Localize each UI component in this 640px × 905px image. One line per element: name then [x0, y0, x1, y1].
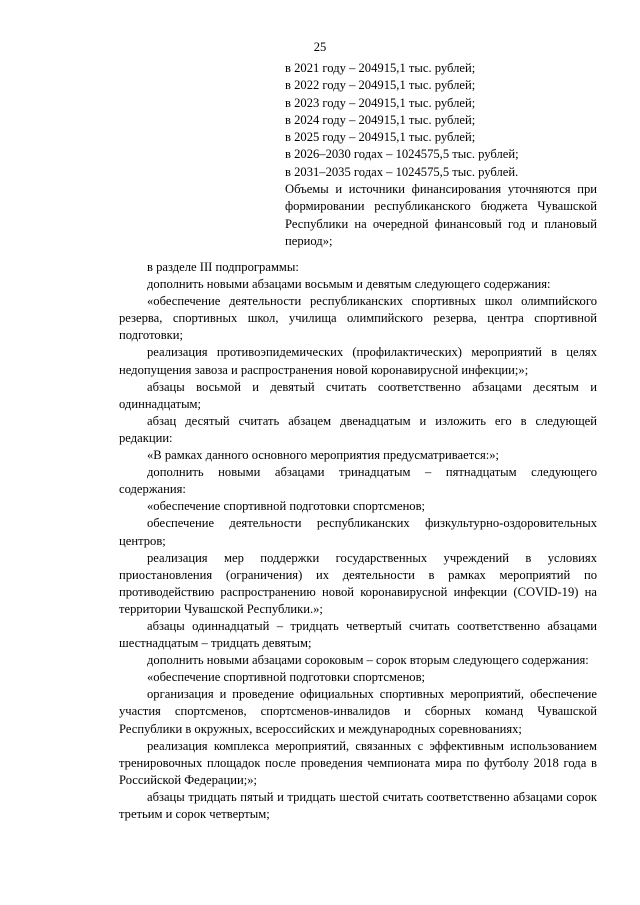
paragraph: организация и проведение официальных спортивных мероприятий, обеспечение участия спортсменов, спортсменов-инвалидов и сборных команд Чувашской Республики в окружных, всероссийских и международных соревнованиях;	[119, 687, 597, 736]
paragraph: абзацы восьмой и девятый считать соответственно абзацами десятым и одиннадцатым;	[119, 379, 597, 411]
paragraph: «обеспечение деятельности республиканских спортивных школ олимпийского резерва, спортивных школ, училища олимпийского резерва, центра спортивной подготовки;	[119, 294, 597, 343]
funding-line: в 2022 году – 204915,1 тыс. рублей;	[285, 78, 476, 93]
funding-block	[285, 60, 597, 250]
paragraph: реализация противоэпидемических (профилактических) мероприятий в целях недопущения завоза и распространения новой коронавирусной инфекции;»;	[119, 345, 597, 377]
paragraph: обеспечение деятельности республиканских физкультурно-оздоровительных центров;	[119, 516, 597, 548]
paragraph: дополнить новыми абзацами сороковым – сорок вторым следующего содержания:	[147, 653, 589, 668]
main-text	[119, 259, 597, 823]
paragraph: «обеспечение спортивной подготовки спортсменов;	[147, 499, 426, 514]
paragraph: реализация комплекса мероприятий, связанных с эффективным использованием тренировочных площадок после проведения чемпионата мира по футболу 2018 года в Российской Федерации;»;	[119, 738, 597, 787]
paragraph: абзац десятый считать абзацем двенадцатым и изложить его в следующей редакции:	[119, 413, 597, 445]
funding-line: в 2031–2035 годах – 1024575,5 тыс. рублей.	[285, 164, 519, 179]
paragraph: дополнить новыми абзацами восьмым и девятым следующего содержания:	[147, 277, 551, 292]
funding-line: в 2023 году – 204915,1 тыс. рублей;	[285, 95, 476, 110]
paragraph: в разделе III подпрограммы:	[147, 260, 299, 274]
paragraph: реализация мер поддержки государственных учреждений в условиях приостановления (ограничения) их деятельности в рамках мероприятий по противодействию распространению новой коронавирусной инфекции (COVID-19) на территории Чувашской Республики.»;	[119, 550, 597, 616]
paragraph: «обеспечение спортивной подготовки спортсменов;	[147, 670, 426, 685]
funding-line: в 2025 году – 204915,1 тыс. рублей;	[285, 130, 476, 145]
paragraph: дополнить новыми абзацами тринадцатым – пятнадцатым следующего содержания:	[119, 465, 597, 497]
paragraph: «В рамках данного основного мероприятия предусматривается:»;	[147, 448, 500, 463]
funding-note: Объемы и источники финансирования уточняются при формировании республиканского бюджета Чувашской Республики на очередной финансовый год и плановый период»;	[285, 182, 597, 248]
paragraph: абзацы одиннадцатый – тридцать четвертый считать соответственно абзацами шестнадцатым – тридцать девятым;	[119, 618, 597, 651]
page-number: 25	[313, 40, 327, 54]
funding-line: в 2026–2030 годах – 1024575,5 тыс. рублей;	[285, 147, 519, 162]
funding-line: в 2021 году – 204915,1 тыс. рублей;	[285, 61, 476, 75]
paragraph: абзацы тридцать пятый и тридцать шестой считать соответственно абзацами сорок третьим и сорок четвертым;	[119, 789, 597, 821]
funding-line: в 2024 году – 204915,1 тыс. рублей;	[285, 112, 476, 127]
